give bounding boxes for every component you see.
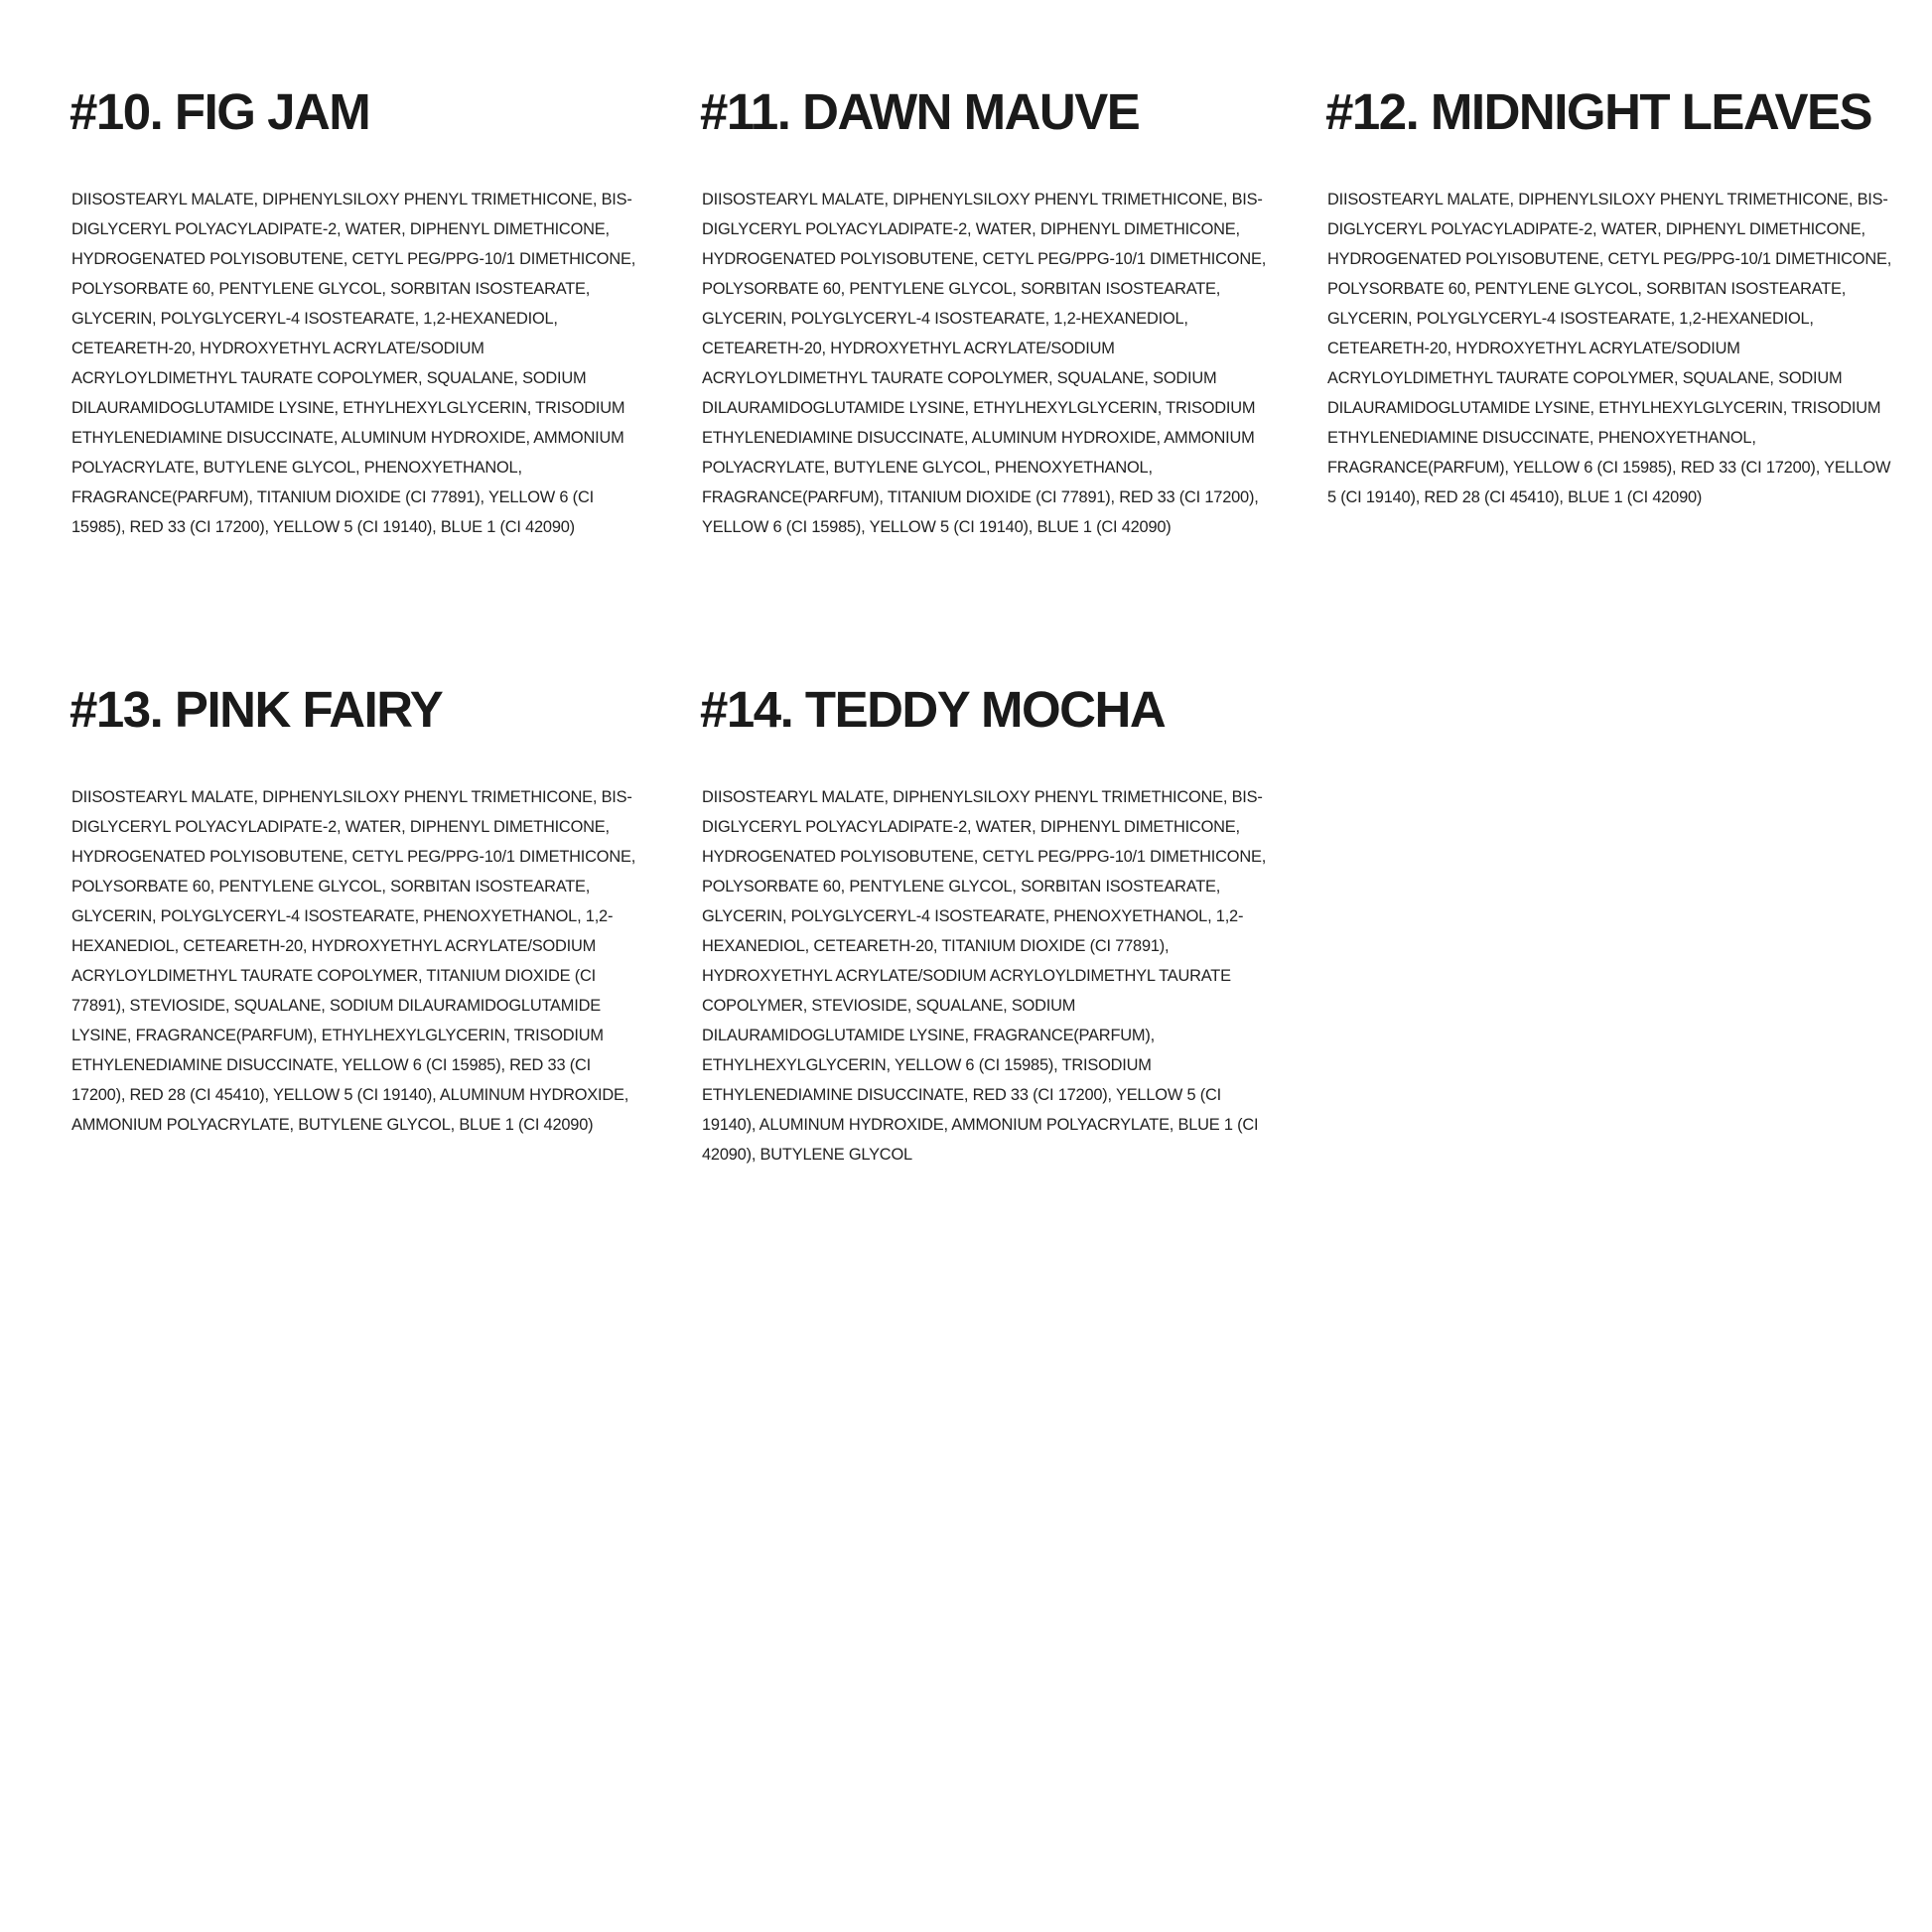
shade-block-pink-fairy <box>69 681 640 1140</box>
shade-block-fig-jam <box>69 83 640 542</box>
shade-title: #13. PINK FAIRY <box>69 681 443 738</box>
ingredient-list: DIISOSTEARYL MALATE, DIPHENYLSILOXY PHENYL TRIMETHICONE, BIS-DIGLYCERYL POLYACYLADIPATE-2, WATER, DIPHENYL DIMETHICONE, HYDROGENATED POLYISOBUTENE, CETYL PEG/PPG-10/1 DIMETHICONE, POLYSORBATE 60, PENTYLENE GLYCOL, SORBITAN ISOSTEARATE, GLYCERIN, POLYGLYCERYL-4 ISOSTEARATE, 1,2-HEXANEDIOL, CETEARETH-20, HYDROXYETHYL ACRYLATE/SODIUM ACRYLOYLDIMETHYL TAURATE COPOLYMER, SQUALANE, SODIUM DILAURAMIDOGLUTAMIDE LYSINE, ETHYLHEXYLGLYCERIN, TRISODIUM ETHYLENEDIAMINE DISUCCINATE, PHENOXYETHANOL, FRAGRANCE(PARFUM), YELLOW 6 (CI 15985), RED 33 (CI 17200), YELLOW 5 (CI 19140), RED 28 (CI 45410), BLUE 1 (CI 42090) <box>1327 191 1892 506</box>
shade-title: #11. DAWN MAUVE <box>700 83 1140 140</box>
shade-block-teddy-mocha <box>700 681 1271 1170</box>
shade-title: #10. FIG JAM <box>69 83 370 140</box>
ingredient-list: DIISOSTEARYL MALATE, DIPHENYLSILOXY PHENYL TRIMETHICONE, BIS-DIGLYCERYL POLYACYLADIPATE-2, WATER, DIPHENYL DIMETHICONE, HYDROGENATED POLYISOBUTENE, CETYL PEG/PPG-10/1 DIMETHICONE, POLYSORBATE 60, PENTYLENE GLYCOL, SORBITAN ISOSTEARATE, GLYCERIN, POLYGLYCERYL-4 ISOSTEARATE, PHENOXYETHANOL, 1,2-HEXANEDIOL, CETEARETH-20, HYDROXYETHYL ACRYLATE/SODIUM ACRYLOYLDIMETHYL TAURATE COPOLYMER, TITANIUM DIOXIDE (CI 77891), STEVIOSIDE, SQUALANE, SODIUM DILAURAMIDOGLUTAMIDE LYSINE, FRAGRANCE(PARFUM), ETHYLHEXYLGLYCERIN, TRISODIUM ETHYLENEDIAMINE DISUCCINATE, YELLOW 6 (CI 15985), RED 33 (CI 17200), RED 28 (CI 45410), YELLOW 5 (CI 19140), ALUMINUM HYDROXIDE, AMMONIUM POLYACRYLATE, BUTYLENE GLYCOL, BLUE 1 (CI 42090) <box>71 788 636 1134</box>
ingredient-list: DIISOSTEARYL MALATE, DIPHENYLSILOXY PHENYL TRIMETHICONE, BIS-DIGLYCERYL POLYACYLADIPATE-2, WATER, DIPHENYL DIMETHICONE, HYDROGENATED POLYISOBUTENE, CETYL PEG/PPG-10/1 DIMETHICONE, POLYSORBATE 60, PENTYLENE GLYCOL, SORBITAN ISOSTEARATE, GLYCERIN, POLYGLYCERYL-4 ISOSTEARATE, 1,2-HEXANEDIOL, CETEARETH-20, HYDROXYETHYL ACRYLATE/SODIUM ACRYLOYLDIMETHYL TAURATE COPOLYMER, SQUALANE, SODIUM DILAURAMIDOGLUTAMIDE LYSINE, ETHYLHEXYLGLYCERIN, TRISODIUM ETHYLENEDIAMINE DISUCCINATE, ALUMINUM HYDROXIDE, AMMONIUM POLYACRYLATE, BUTYLENE GLYCOL, PHENOXYETHANOL, FRAGRANCE(PARFUM), TITANIUM DIOXIDE (CI 77891), YELLOW 6 (CI 15985), RED 33 (CI 17200), YELLOW 5 (CI 19140), BLUE 1 (CI 42090) <box>71 191 636 536</box>
shade-title: #14. TEDDY MOCHA <box>700 681 1166 738</box>
shade-block-dawn-mauve <box>700 83 1271 542</box>
ingredient-list: DIISOSTEARYL MALATE, DIPHENYLSILOXY PHENYL TRIMETHICONE, BIS-DIGLYCERYL POLYACYLADIPATE-2, WATER, DIPHENYL DIMETHICONE, HYDROGENATED POLYISOBUTENE, CETYL PEG/PPG-10/1 DIMETHICONE, POLYSORBATE 60, PENTYLENE GLYCOL, SORBITAN ISOSTEARATE, GLYCERIN, POLYGLYCERYL-4 ISOSTEARATE, PHENOXYETHANOL, 1,2-HEXANEDIOL, CETEARETH-20, TITANIUM DIOXIDE (CI 77891), HYDROXYETHYL ACRYLATE/SODIUM ACRYLOYLDIMETHYL TAURATE COPOLYMER, STEVIOSIDE, SQUALANE, SODIUM DILAURAMIDOGLUTAMIDE LYSINE, FRAGRANCE(PARFUM), ETHYLHEXYLGLYCERIN, YELLOW 6 (CI 15985), TRISODIUM ETHYLENEDIAMINE DISUCCINATE, RED 33 (CI 17200), YELLOW 5 (CI 19140), ALUMINUM HYDROXIDE, AMMONIUM POLYACRYLATE, BLUE 1 (CI 42090), BUTYLENE GLYCOL <box>702 788 1267 1164</box>
shade-title: #12. MIDNIGHT LEAVES <box>1325 83 1872 140</box>
shade-block-midnight-leaves <box>1325 83 1896 512</box>
ingredient-list: DIISOSTEARYL MALATE, DIPHENYLSILOXY PHENYL TRIMETHICONE, BIS-DIGLYCERYL POLYACYLADIPATE-2, WATER, DIPHENYL DIMETHICONE, HYDROGENATED POLYISOBUTENE, CETYL PEG/PPG-10/1 DIMETHICONE, POLYSORBATE 60, PENTYLENE GLYCOL, SORBITAN ISOSTEARATE, GLYCERIN, POLYGLYCERYL-4 ISOSTEARATE, 1,2-HEXANEDIOL, CETEARETH-20, HYDROXYETHYL ACRYLATE/SODIUM ACRYLOYLDIMETHYL TAURATE COPOLYMER, SQUALANE, SODIUM DILAURAMIDOGLUTAMIDE LYSINE, ETHYLHEXYLGLYCERIN, TRISODIUM ETHYLENEDIAMINE DISUCCINATE, ALUMINUM HYDROXIDE, AMMONIUM POLYACRYLATE, BUTYLENE GLYCOL, PHENOXYETHANOL, FRAGRANCE(PARFUM), TITANIUM DIOXIDE (CI 77891), RED 33 (CI 17200), YELLOW 6 (CI 15985), YELLOW 5 (CI 19140), BLUE 1 (CI 42090) <box>702 191 1267 536</box>
